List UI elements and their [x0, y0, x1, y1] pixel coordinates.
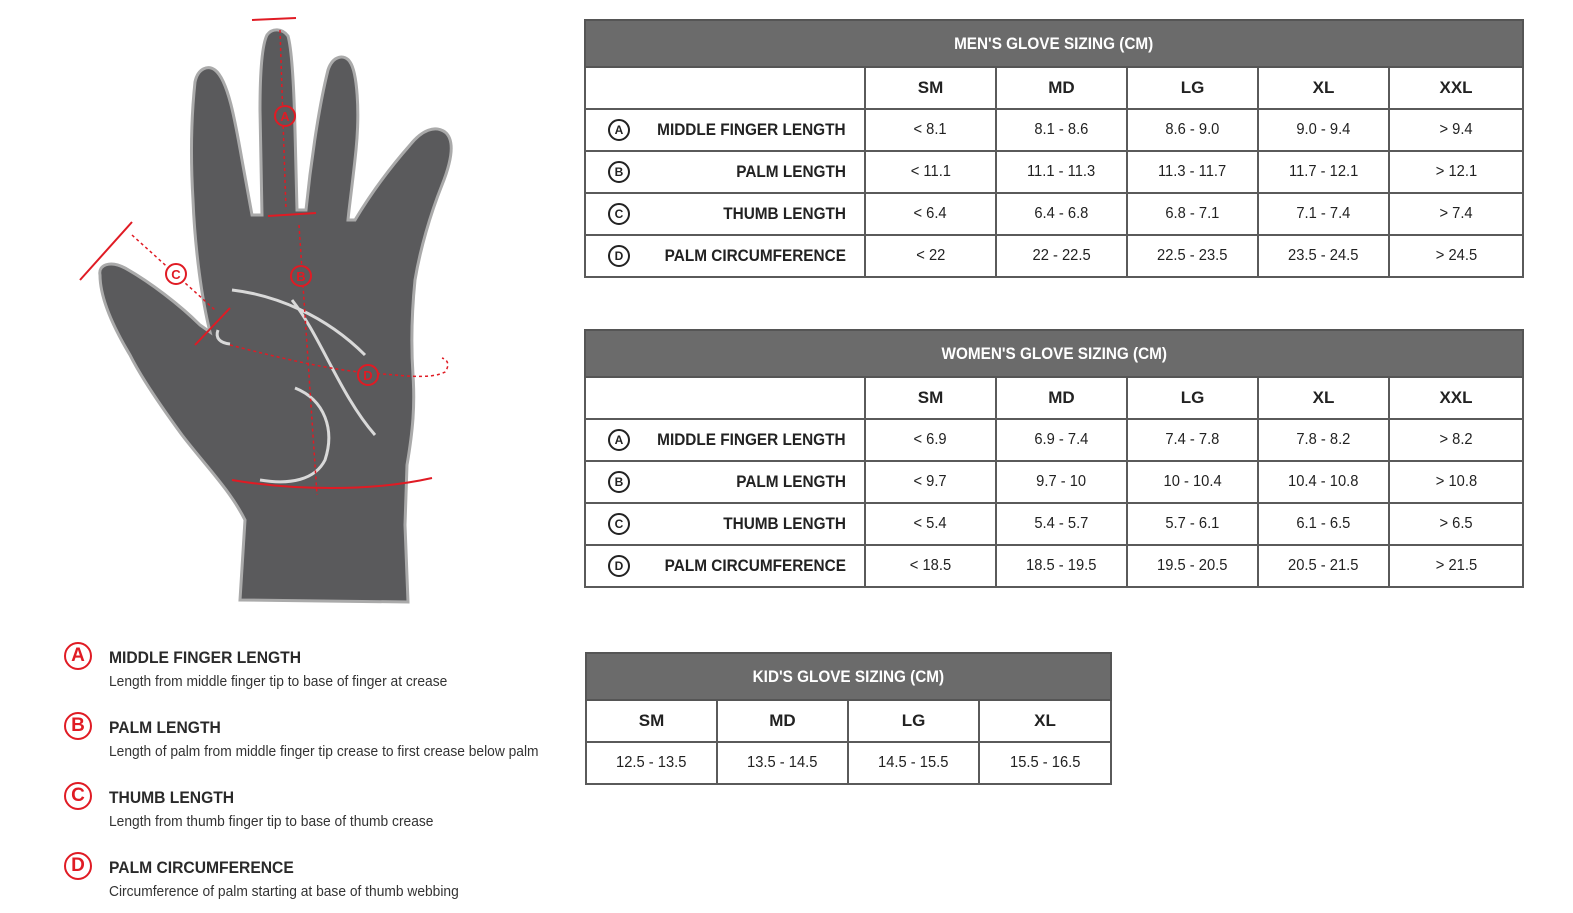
legend-item-c — [64, 782, 574, 842]
size-header: XL — [1258, 67, 1389, 109]
table-cell: 11.7 - 12.1 — [1258, 151, 1389, 193]
row-label: B PALM LENGTH — [585, 461, 865, 503]
table-cell: 22.5 - 23.5 — [1127, 235, 1258, 277]
table-cell: 7.1 - 7.4 — [1258, 193, 1389, 235]
table-cell: 19.5 - 20.5 — [1127, 545, 1258, 587]
legend-description: Circumference of palm starting at base of thumb webbing — [109, 883, 459, 900]
badge-c-icon: C — [64, 782, 92, 810]
measure-line-a — [252, 18, 296, 20]
table-cell: < 6.4 — [865, 193, 996, 235]
badge-d-icon: D — [608, 245, 630, 267]
size-header: LG — [1127, 377, 1258, 419]
table-cell: 18.5 - 19.5 — [996, 545, 1127, 587]
table-cell: 8.1 - 8.6 — [996, 109, 1127, 151]
legend-item-a — [64, 642, 574, 702]
table-cell: 6.4 - 6.8 — [996, 193, 1127, 235]
legend-title: THUMB LENGTH — [109, 788, 235, 807]
size-header: LG — [1127, 67, 1258, 109]
table-row — [585, 503, 1523, 545]
row-label: A MIDDLE FINGER LENGTH — [585, 419, 865, 461]
size-header: XXL — [1389, 377, 1523, 419]
table-cell: 8.6 - 9.0 — [1127, 109, 1258, 151]
womens-sizing-table — [584, 329, 1524, 588]
table-cell: 22 - 22.5 — [996, 235, 1127, 277]
table-row — [585, 193, 1523, 235]
table-cell: 6.9 - 7.4 — [996, 419, 1127, 461]
legend-title: MIDDLE FINGER LENGTH — [109, 648, 302, 667]
table-cell: 7.8 - 8.2 — [1258, 419, 1389, 461]
header-blank-cell — [585, 377, 865, 419]
badge-c-icon: C — [608, 513, 630, 535]
row-label: C THUMB LENGTH — [585, 193, 865, 235]
marker-d-label: D — [363, 368, 373, 383]
badge-b-icon: B — [64, 712, 92, 740]
table-cell: < 22 — [865, 235, 996, 277]
table-cell: 7.4 - 7.8 — [1127, 419, 1258, 461]
table-cell: 11.1 - 11.3 — [996, 151, 1127, 193]
marker-c-label: C — [171, 267, 181, 282]
table-cell: 13.5 - 14.5 — [717, 742, 848, 784]
row-label: C THUMB LENGTH — [585, 503, 865, 545]
legend-title: PALM LENGTH — [109, 718, 221, 737]
badge-b-icon: B — [608, 471, 630, 493]
legend-title: PALM CIRCUMFERENCE — [109, 858, 294, 877]
table-cell: < 8.1 — [865, 109, 996, 151]
table-cell: > 9.4 — [1389, 109, 1523, 151]
badge-d-icon: D — [608, 555, 630, 577]
table-cell: 14.5 - 15.5 — [848, 742, 979, 784]
size-header: MD — [717, 700, 848, 742]
table-cell: < 11.1 — [865, 151, 996, 193]
table-cell: 15.5 - 16.5 — [979, 742, 1111, 784]
size-header: MD — [996, 67, 1127, 109]
table-cell: < 18.5 — [865, 545, 996, 587]
table-cell: > 6.5 — [1389, 503, 1523, 545]
table-cell: 5.4 - 5.7 — [996, 503, 1127, 545]
table-title: KID'S GLOVE SIZING (CM) — [586, 653, 1111, 700]
table-cell: 9.7 - 10 — [996, 461, 1127, 503]
table-header-row — [585, 67, 1523, 109]
table-cell: < 5.4 — [865, 503, 996, 545]
legend-description: Length from middle finger tip to base of finger at crease — [109, 673, 448, 690]
table-cell: 10 - 10.4 — [1127, 461, 1258, 503]
row-label: D PALM CIRCUMFERENCE — [585, 235, 865, 277]
badge-b-icon: B — [608, 161, 630, 183]
table-cell: 10.4 - 10.8 — [1258, 461, 1389, 503]
badge-a-icon: A — [608, 119, 630, 141]
table-cell: 20.5 - 21.5 — [1258, 545, 1389, 587]
marker-a-label: A — [280, 109, 290, 124]
table-row — [585, 109, 1523, 151]
kids-sizing-table — [585, 652, 1112, 785]
table-header-row — [586, 700, 1111, 742]
size-header: LG — [848, 700, 979, 742]
legend-description: Length of palm from middle finger tip crease to first crease below palm — [109, 743, 539, 760]
header-blank-cell — [585, 67, 865, 109]
table-row — [585, 419, 1523, 461]
row-label: D PALM CIRCUMFERENCE — [585, 545, 865, 587]
table-cell: 12.5 - 13.5 — [586, 742, 717, 784]
badge-d-icon: D — [64, 852, 92, 880]
size-header: XXL — [1389, 67, 1523, 109]
table-cell: > 10.8 — [1389, 461, 1523, 503]
size-header: XL — [1258, 377, 1389, 419]
badge-c-icon: C — [608, 203, 630, 225]
legend-item-b — [64, 712, 574, 772]
table-cell: 6.1 - 6.5 — [1258, 503, 1389, 545]
mens-sizing-table — [584, 19, 1524, 278]
table-cell: 5.7 - 6.1 — [1127, 503, 1258, 545]
size-header: XL — [979, 700, 1111, 742]
table-cell: > 12.1 — [1389, 151, 1523, 193]
badge-a-icon: A — [64, 642, 92, 670]
table-cell: > 8.2 — [1389, 419, 1523, 461]
table-row — [585, 151, 1523, 193]
marker-b-label: B — [296, 269, 306, 284]
table-cell: < 6.9 — [865, 419, 996, 461]
table-row — [585, 461, 1523, 503]
table-row — [585, 545, 1523, 587]
size-header: SM — [586, 700, 717, 742]
table-cell: > 24.5 — [1389, 235, 1523, 277]
row-label: B PALM LENGTH — [585, 151, 865, 193]
size-header: SM — [865, 67, 996, 109]
hand-diagram — [70, 10, 490, 610]
table-cell: > 7.4 — [1389, 193, 1523, 235]
badge-a-icon: A — [608, 429, 630, 451]
table-title: WOMEN'S GLOVE SIZING (CM) — [585, 330, 1523, 377]
table-cell: < 9.7 — [865, 461, 996, 503]
table-title: MEN'S GLOVE SIZING (CM) — [585, 20, 1523, 67]
row-label: A MIDDLE FINGER LENGTH — [585, 109, 865, 151]
table-cell: 6.8 - 7.1 — [1127, 193, 1258, 235]
table-header-row — [585, 377, 1523, 419]
legend-item-d — [64, 852, 574, 912]
table-cell: 23.5 - 24.5 — [1258, 235, 1389, 277]
size-header: SM — [865, 377, 996, 419]
table-cell: 9.0 - 9.4 — [1258, 109, 1389, 151]
table-cell: 11.3 - 11.7 — [1127, 151, 1258, 193]
table-row — [586, 742, 1111, 784]
legend-description: Length from thumb finger tip to base of thumb crease — [109, 813, 434, 830]
table-row — [585, 235, 1523, 277]
size-header: MD — [996, 377, 1127, 419]
table-cell: > 21.5 — [1389, 545, 1523, 587]
